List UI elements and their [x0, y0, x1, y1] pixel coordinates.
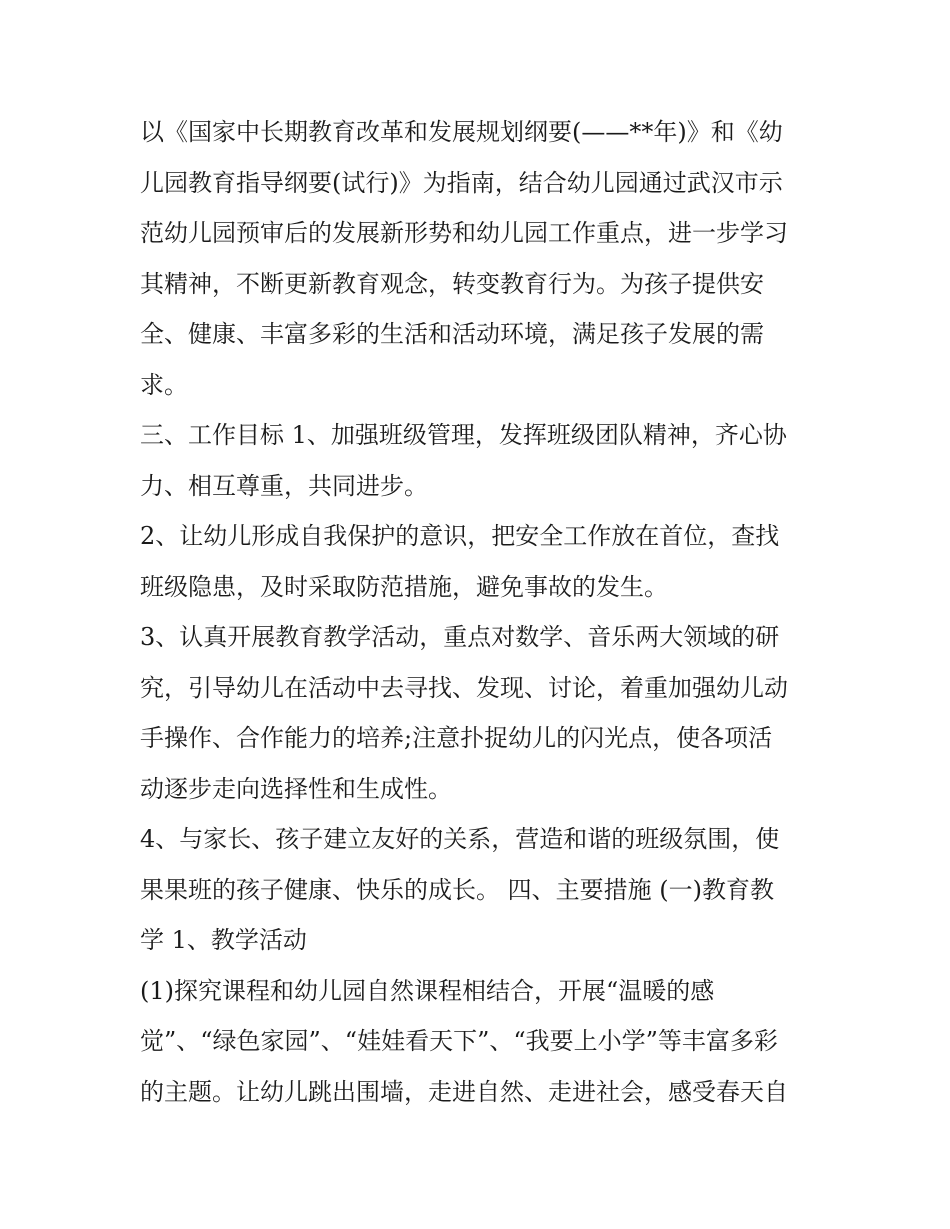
text-line: 三、工作目标 1、加强班级管理，发挥班级团队精神，齐心协	[140, 421, 787, 449]
text-line: 其精神，不断更新教育观念，转变教育行为。为孩子提供安	[140, 269, 764, 298]
text-line: 4、与家长、孩子建立友好的关系，营造和谐的班级氛围，使	[140, 825, 780, 853]
text-line: 手操作、合作能力的培养;注意扑捉幼儿的闪光点，使各项活	[140, 724, 773, 752]
text-line: 范幼儿园预审后的发展新形势和幼儿园工作重点，进一步学习	[140, 219, 788, 247]
text-line: 以《国家中长期教育改革和发展规划纲要(——**年)》和《幼	[140, 118, 783, 146]
text-line: 的主题。让幼儿跳出围墙，走进自然、走进社会，感受春天自	[140, 1077, 788, 1106]
text-line: 全、健康、丰富多彩的生活和活动环境，满足孩子发展的需	[140, 320, 764, 348]
text-line: 儿园教育指导纲要(试行)》为指南，结合幼儿园通过武汉市示	[140, 168, 783, 197]
text-line: 力、相互尊重，共同进步。	[140, 471, 428, 500]
text-line: 求。	[140, 370, 188, 399]
text-line: 觉”、“绿色家园”、“娃娃看天下”、“我要上小学”等丰富多彩	[140, 1027, 778, 1055]
text-line: 动逐步走向选择性和生成性。	[140, 774, 452, 803]
text-line: 3、认真开展教育教学活动，重点对数学、音乐两大领域的研	[140, 623, 780, 651]
text-line: (1)探究课程和幼儿园自然课程相结合，开展“温暖的感	[140, 976, 715, 1005]
text-line: 班级隐患，及时采取防范措施，避免事故的发生。	[140, 572, 668, 601]
document-body	[140, 107, 820, 1117]
text-line: 2、让幼儿形成自我保护的意识，把安全工作放在首位，查找	[140, 522, 780, 550]
text-line: 果果班的孩子健康、快乐的成长。 四、主要措施 (一)教育教	[140, 875, 774, 904]
text-line: 学 1、教学活动	[140, 926, 307, 954]
text-line: 究，引导幼儿在活动中去寻找、发现、讨论，着重加强幼儿动	[140, 673, 788, 702]
